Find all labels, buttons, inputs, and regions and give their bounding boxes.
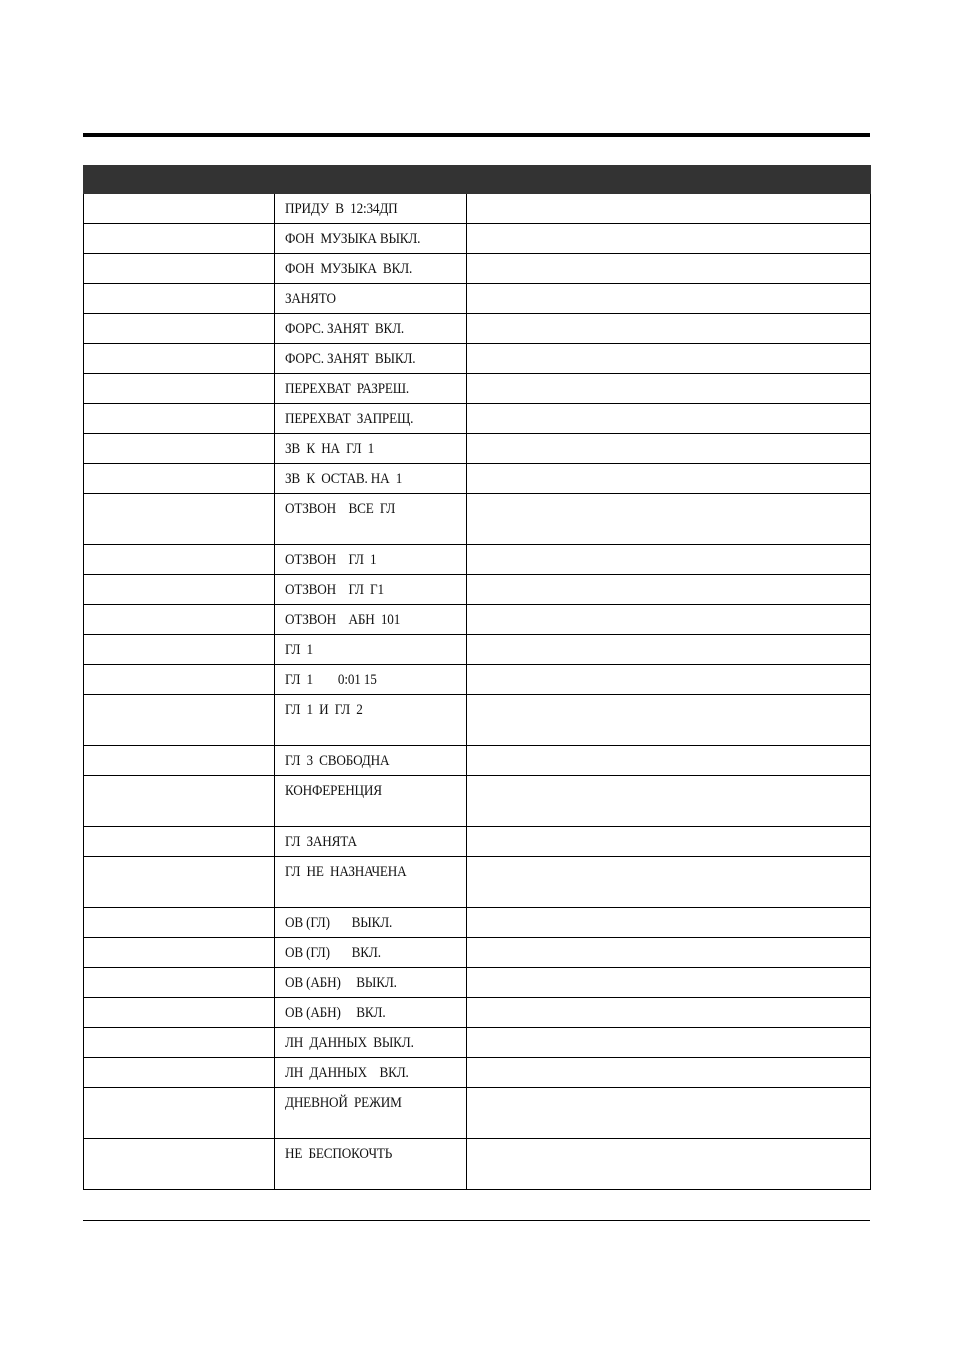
table-row [84,254,871,284]
display-message-cell [275,224,467,254]
display-message-cell [275,998,467,1028]
feature-cell [84,776,275,827]
display-message-text: ЗАНЯТО [285,291,336,307]
table-row [84,968,871,998]
display-message-text: ГЛ 1 И ГЛ 2 [285,702,363,718]
display-message-cell [275,575,467,605]
table-row [84,284,871,314]
feature-cell [84,344,275,374]
display-message-text: ОТЗВОН ГЛ 1 [285,552,377,568]
table-row [84,494,871,545]
feature-cell [84,575,275,605]
display-message-cell [275,776,467,827]
feature-cell [84,635,275,665]
display-message-text: ПЕРЕХВАТ ЗАПРЕЩ. [285,411,414,427]
feature-cell [84,1058,275,1088]
description-cell [467,284,871,314]
table-row [84,194,871,224]
description-cell [467,374,871,404]
feature-cell [84,284,275,314]
display-message-text: ГЛ 1 0:01 15 [285,672,377,688]
display-message-text: ЗВ К ОСТАВ. НА 1 [285,471,403,487]
table-row [84,575,871,605]
description-cell [467,857,871,908]
display-message-text: ГЛ 1 [285,642,313,658]
feature-cell [84,695,275,746]
table-row [84,545,871,575]
table-row [84,434,871,464]
display-message-cell [275,194,467,224]
display-message-cell [275,968,467,998]
table-row [84,938,871,968]
table-row [84,1088,871,1139]
bottom-rule [83,1220,870,1221]
table-row [84,695,871,746]
description-cell [467,1028,871,1058]
feature-cell [84,746,275,776]
feature-cell [84,404,275,434]
display-message-cell [275,1139,467,1190]
display-message-cell [275,434,467,464]
table-row [84,746,871,776]
description-cell [467,776,871,827]
table-row [84,665,871,695]
display-message-cell [275,284,467,314]
table-header [84,166,871,194]
display-message-cell [275,494,467,545]
description-cell [467,968,871,998]
display-message-cell [275,1088,467,1139]
display-message-text: ЗВ К НА ГЛ 1 [285,441,375,457]
description-cell [467,1139,871,1190]
feature-cell [84,665,275,695]
display-message-text: ОВ (АБН) ВЫКЛ. [285,975,397,991]
feature-cell [84,254,275,284]
feature-cell [84,434,275,464]
display-message-text: ПЕРЕХВАТ РАЗРЕШ. [285,381,410,397]
description-cell [467,404,871,434]
description-cell [467,1058,871,1088]
table-row [84,635,871,665]
description-cell [467,1088,871,1139]
description-cell [467,545,871,575]
description-cell [467,494,871,545]
description-cell [467,635,871,665]
feature-cell [84,224,275,254]
display-message-text: ФОРС. ЗАНЯТ ВЫКЛ. [285,351,416,367]
display-message-text: ГЛ НЕ НАЗНАЧЕНА [285,864,407,880]
feature-cell [84,545,275,575]
table-row [84,776,871,827]
display-message-text: ПРИДУ В 12:34ДП [285,201,398,217]
display-message-text: НЕ БЕСПОКОЧТЬ [285,1146,393,1162]
table-row [84,998,871,1028]
display-message-cell [275,404,467,434]
display-message-text: ФОН МУЗЫКА ВКЛ. [285,261,413,277]
description-cell [467,575,871,605]
header-cell-3 [467,166,871,194]
feature-cell [84,314,275,344]
display-message-cell [275,827,467,857]
display-message-text: ОВ (ГЛ) ВКЛ. [285,945,381,961]
feature-cell [84,1139,275,1190]
table-row [84,857,871,908]
display-message-text: ОТЗВОН ГЛ Г1 [285,582,384,598]
table-row [84,1028,871,1058]
display-message-text: ОТЗВОН ВСЕ ГЛ [285,501,396,517]
display-message-cell [275,464,467,494]
feature-cell [84,194,275,224]
description-cell [467,605,871,635]
table-body [84,194,871,1190]
description-cell [467,314,871,344]
table-row [84,464,871,494]
display-message-cell [275,746,467,776]
display-message-text: ОВ (АБН) ВКЛ. [285,1005,386,1021]
description-cell [467,464,871,494]
table-row [84,374,871,404]
feature-cell [84,827,275,857]
description-cell [467,224,871,254]
description-cell [467,254,871,284]
display-message-cell [275,695,467,746]
description-cell [467,908,871,938]
table-row [84,1058,871,1088]
feature-cell [84,938,275,968]
display-message-cell [275,344,467,374]
feature-cell [84,1028,275,1058]
display-message-cell [275,908,467,938]
description-cell [467,344,871,374]
display-messages-table [83,165,871,1190]
display-message-cell [275,1058,467,1088]
display-message-cell [275,605,467,635]
display-message-text: ГЛ 3 СВОБОДНА [285,753,390,769]
feature-cell [84,908,275,938]
display-message-cell [275,374,467,404]
display-message-cell [275,1028,467,1058]
display-message-cell [275,857,467,908]
display-message-text: ФОН МУЗЫКА ВЫКЛ. [285,231,421,247]
display-message-cell [275,635,467,665]
display-message-text: ФОРС. ЗАНЯТ ВКЛ. [285,321,405,337]
display-message-cell [275,938,467,968]
display-message-text: ДНЕВНОЙ РЕЖИМ [285,1095,402,1111]
header-cell-1 [84,166,275,194]
table-row [84,605,871,635]
feature-cell [84,857,275,908]
feature-cell [84,605,275,635]
feature-cell [84,968,275,998]
feature-cell [84,998,275,1028]
description-cell [467,998,871,1028]
feature-cell [84,1088,275,1139]
display-message-text: ЛН ДАННЫХ ВЫКЛ. [285,1035,414,1051]
table-row [84,1139,871,1190]
description-cell [467,194,871,224]
display-message-text: ОТЗВОН АБН 101 [285,612,401,628]
display-message-text: ГЛ ЗАНЯТА [285,834,357,850]
display-message-cell [275,545,467,575]
display-message-cell [275,254,467,284]
display-message-cell [275,314,467,344]
top-rule [83,133,870,137]
table-row [84,344,871,374]
feature-cell [84,464,275,494]
description-cell [467,695,871,746]
display-message-text: КОНФЕРЕНЦИЯ [285,783,382,799]
description-cell [467,746,871,776]
description-cell [467,434,871,464]
table-row [84,908,871,938]
table-row [84,827,871,857]
feature-cell [84,494,275,545]
table-row [84,314,871,344]
display-message-text: ЛН ДАННЫХ ВКЛ. [285,1065,409,1081]
table-row [84,224,871,254]
description-cell [467,827,871,857]
description-cell [467,665,871,695]
display-message-cell [275,665,467,695]
description-cell [467,938,871,968]
display-message-text: ОВ (ГЛ) ВЫКЛ. [285,915,393,931]
header-cell-2 [275,166,467,194]
table-row [84,404,871,434]
feature-cell [84,374,275,404]
